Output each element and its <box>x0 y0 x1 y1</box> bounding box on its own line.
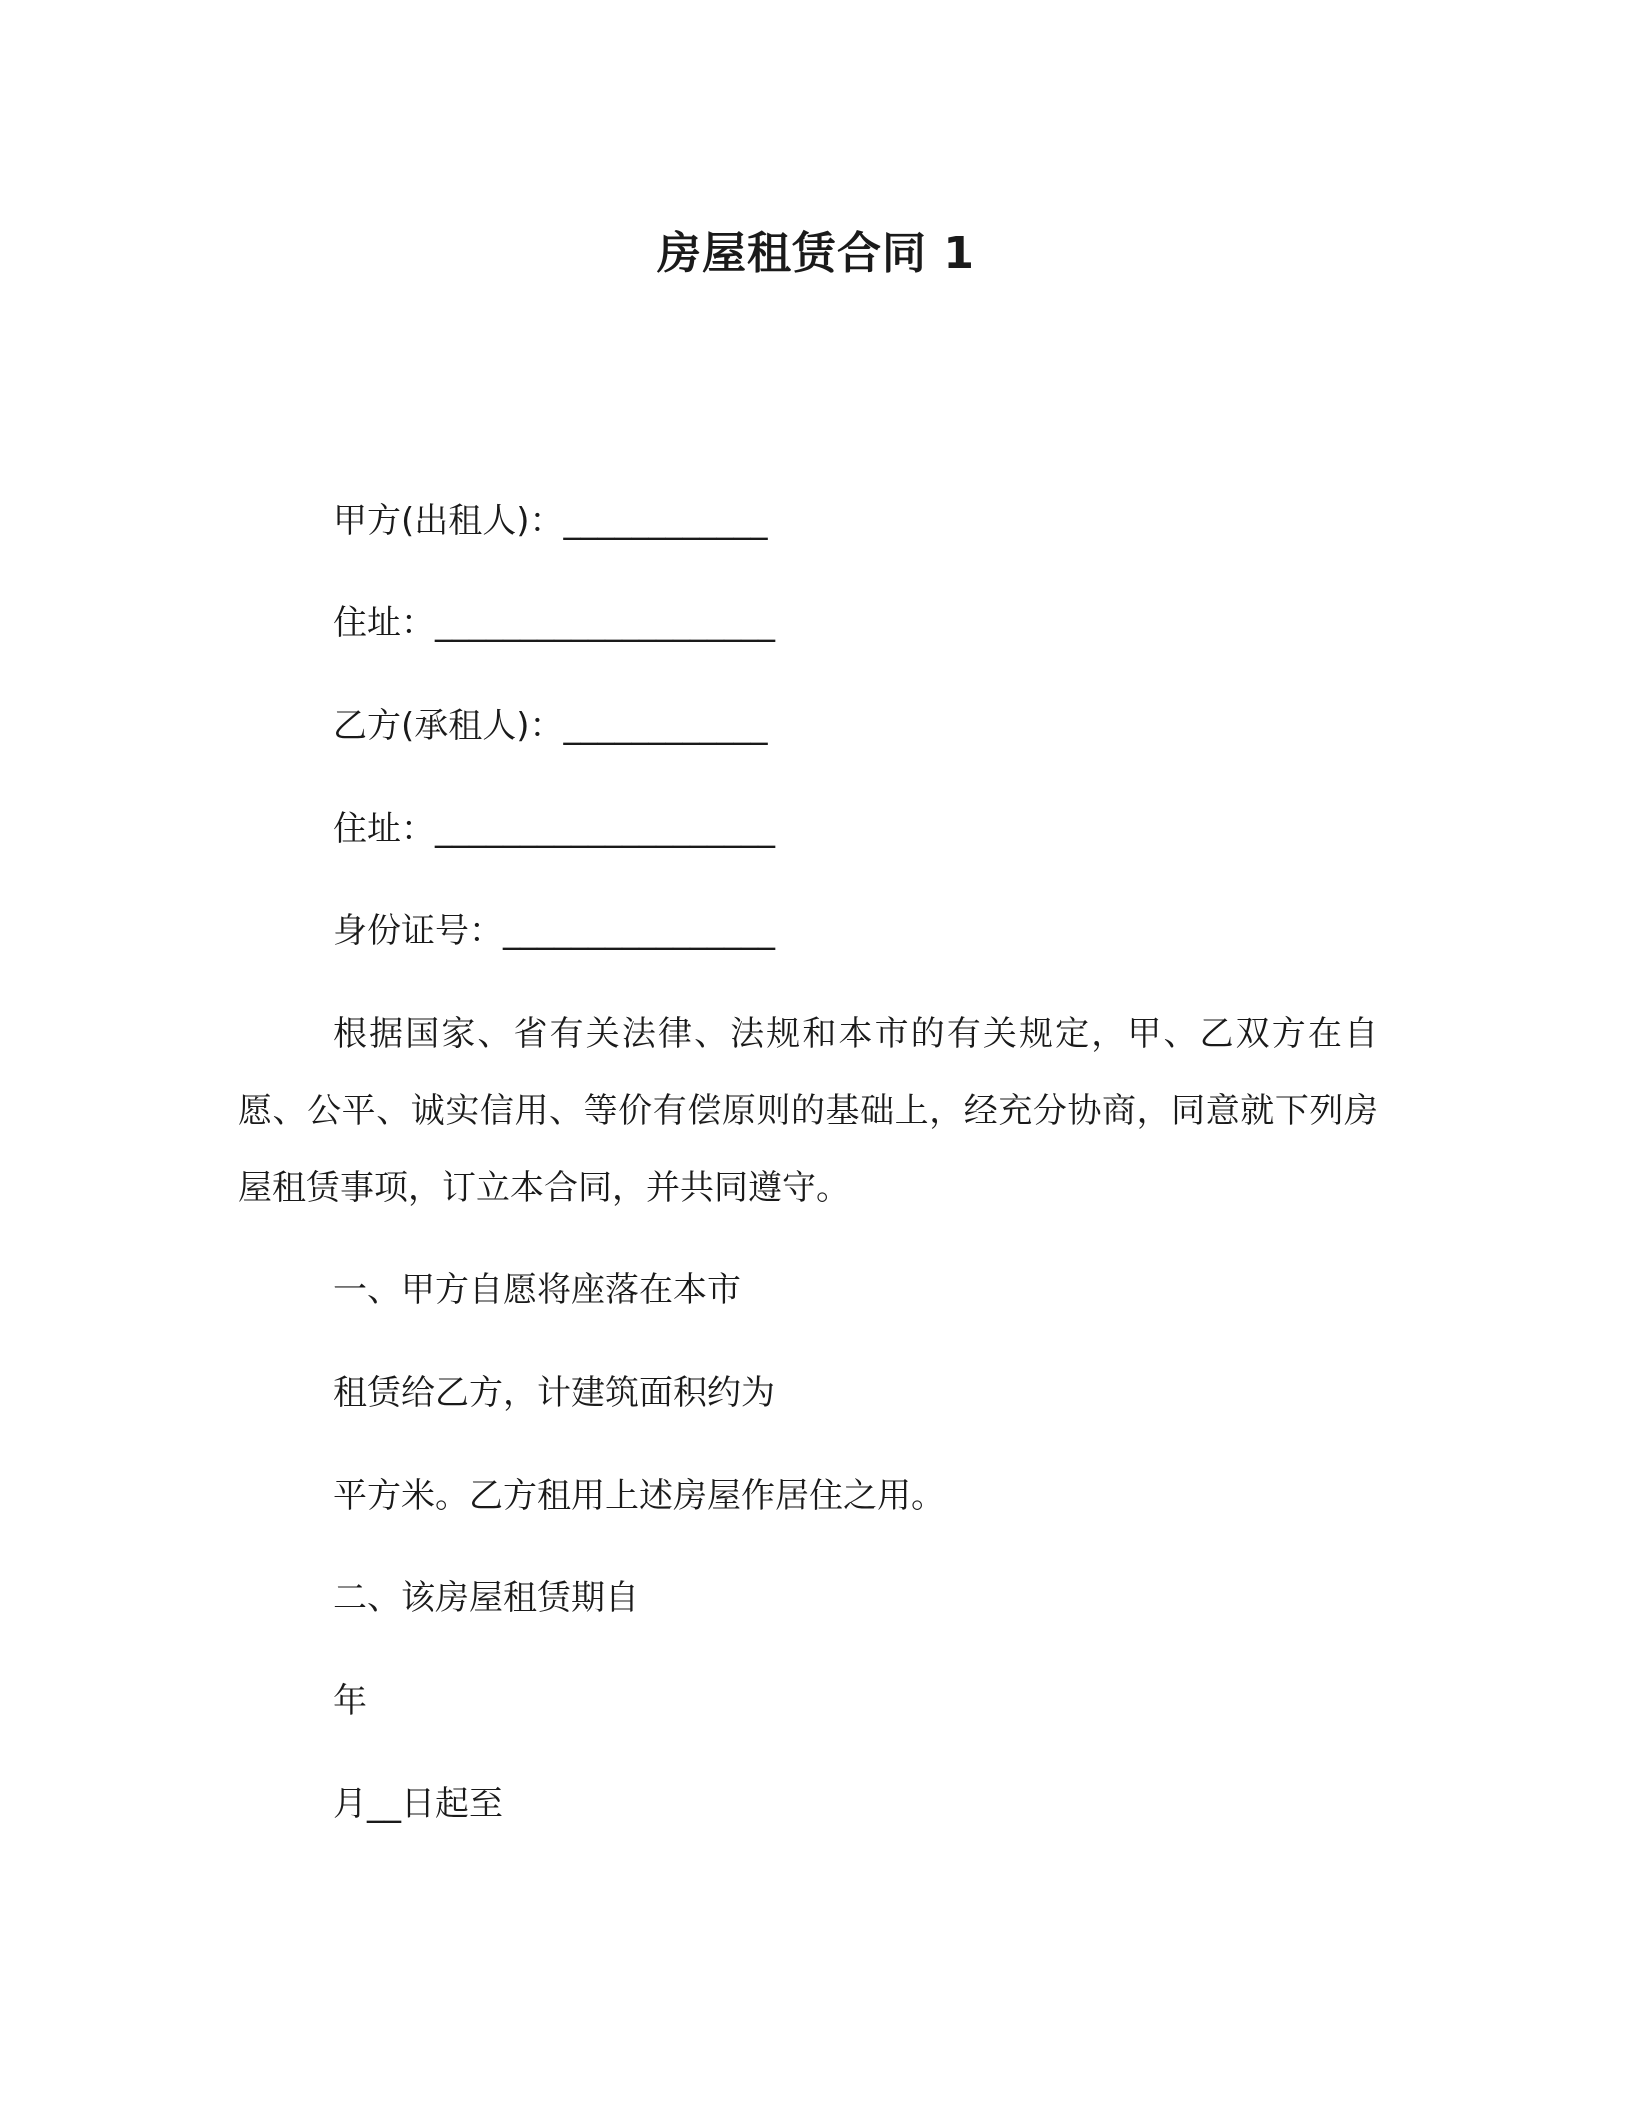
clause-2-line-3: 月__日起至 <box>333 1784 503 1824</box>
clause-2-line-1: 二、该房屋租赁期自 <box>333 1578 639 1618</box>
preamble-paragraph: 根据国家、省有关法律、法规和本市的有关规定，甲、乙双方在自愿、公平、诚实信用、等价有偿原则的基础上，经充分协商，同意就下列房屋租赁事项，订立本合同，并共同遵守。 <box>238 1014 1378 1208</box>
clause-1-line-3: 平方米。乙方租用上述房屋作居住之用。 <box>333 1476 945 1516</box>
party-a-address-field: 住址：____________________ <box>333 603 775 643</box>
party-b-address-field: 住址：____________________ <box>333 809 775 849</box>
id-number-field: 身份证号：________________ <box>333 911 775 951</box>
party-a-field: 甲方(出租人)：____________ <box>333 501 768 541</box>
page-title: 房屋租赁合同 1 <box>657 228 975 279</box>
clause-1-line-1: 一、甲方自愿将座落在本市 <box>333 1270 741 1310</box>
clause-1-line-2: 租赁给乙方，计建筑面积约为 <box>333 1373 775 1413</box>
party-b-field: 乙方(承租人)：____________ <box>333 706 768 746</box>
clause-2-line-2: 年 <box>333 1681 367 1721</box>
